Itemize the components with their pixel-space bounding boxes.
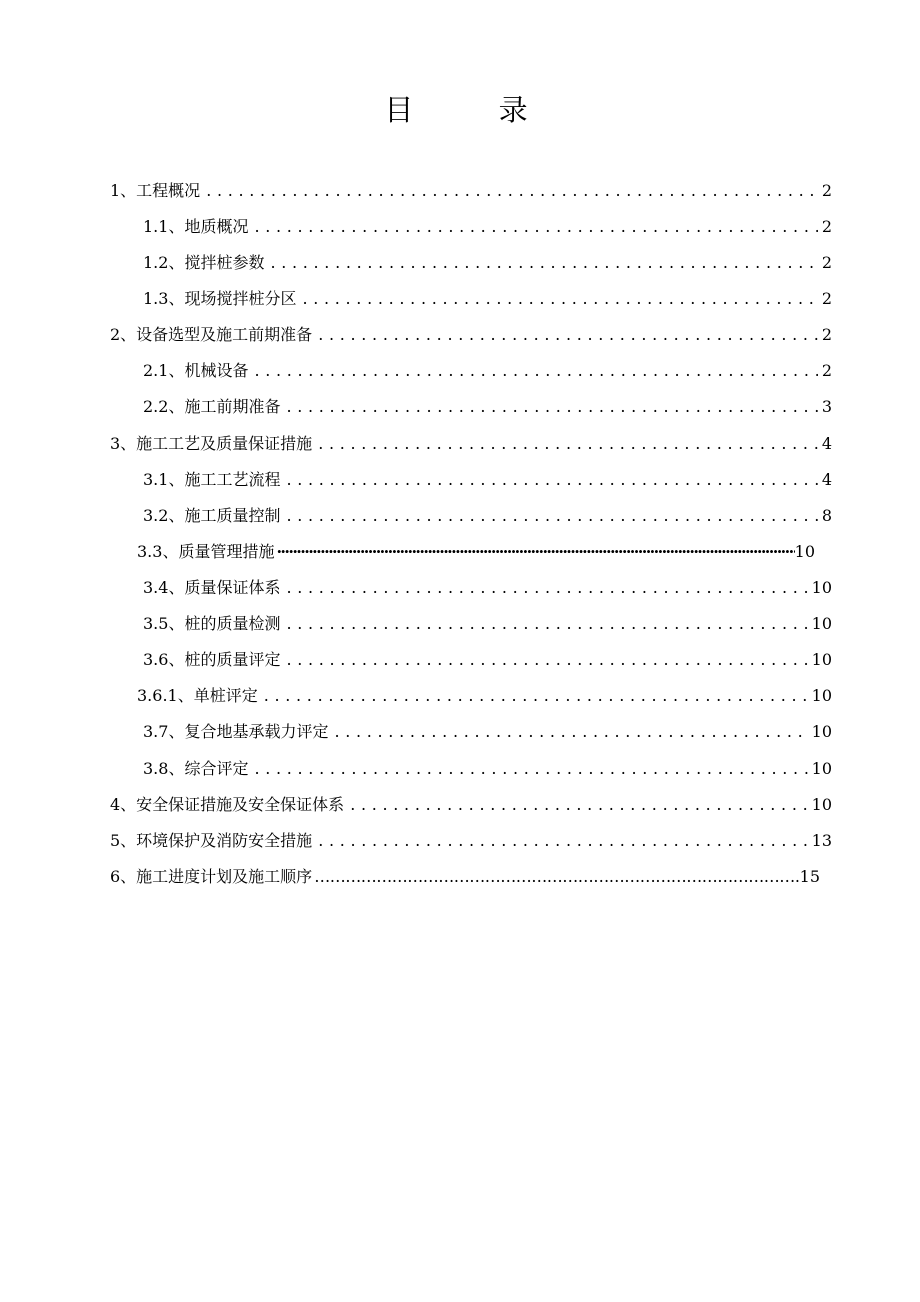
toc-leader (318, 323, 818, 347)
toc-entry-page: 2 (821, 217, 832, 236)
toc-entry-label: 3.8、综合评定 (143, 759, 249, 778)
toc-entry-page: 2 (821, 361, 832, 380)
toc-leader (270, 251, 817, 275)
toc-entry-page: 10 (811, 578, 832, 597)
toc-leader (286, 468, 817, 492)
toc-entry (110, 323, 832, 347)
toc-entry-label: 1.1、地质概况 (143, 217, 249, 236)
toc-leader (334, 720, 807, 744)
toc-leader (286, 612, 807, 636)
toc-entry (110, 179, 832, 203)
toc-leader (302, 287, 817, 311)
toc-entry-label: 3、施工工艺及质量保证措施 (110, 434, 313, 453)
toc-entry-label: 5、环境保护及消防安全措施 (110, 831, 313, 850)
toc-entry-label: 6、施工进度计划及施工顺序 (110, 867, 313, 886)
toc-entry (137, 540, 815, 564)
toc-leader (286, 395, 817, 419)
toc-entry-page: 8 (821, 506, 832, 525)
toc-leader (206, 179, 818, 203)
toc-entry-label: 3.3、质量管理措施 (137, 542, 275, 561)
toc-entry-page: 2 (821, 325, 832, 344)
toc-entry (110, 793, 832, 817)
toc-entry-label: 1.3、现场搅拌桩分区 (143, 289, 297, 308)
toc-entry-page: 10 (811, 722, 832, 741)
toc-entry (143, 612, 832, 636)
toc-entry-label: 3.6.1、单桩评定 (137, 686, 258, 705)
toc-entry (110, 829, 832, 853)
toc-entry (143, 468, 832, 492)
toc-entry (143, 287, 832, 311)
toc-entry (143, 251, 832, 275)
toc-entry-page: 10 (811, 650, 832, 669)
toc-entry-page: 2 (821, 181, 832, 200)
toc-entry-label: 1、工程概况 (110, 181, 201, 200)
toc-entry (143, 720, 832, 744)
toc-leader (254, 359, 817, 383)
toc-leader (264, 684, 808, 708)
toc-entry-page: 10 (794, 542, 815, 561)
toc-leader (350, 793, 807, 817)
toc-entry-label: 2、设备选型及施工前期准备 (110, 325, 313, 344)
toc-leader (286, 576, 807, 600)
toc-entry (143, 359, 832, 383)
toc-entry-label: 3.1、施工工艺流程 (143, 470, 281, 489)
toc-leader (286, 648, 807, 672)
toc-entry-page: 15 (799, 867, 820, 886)
toc-entry-page: 10 (811, 759, 832, 778)
toc-entry-label: 3.5、桩的质量检测 (143, 614, 281, 633)
toc-entry-label: 3.6、桩的质量评定 (143, 650, 281, 669)
toc-leader (276, 540, 794, 564)
toc-entry-page: 10 (811, 795, 832, 814)
toc-entry (143, 648, 832, 672)
toc-leader (318, 432, 818, 456)
toc-entry-label: 1.2、搅拌桩参数 (143, 253, 265, 272)
toc-entry-page: 3 (821, 397, 832, 416)
page-title: 目 录 (384, 93, 566, 127)
toc-entry (137, 684, 832, 708)
toc-entry-label: 3.7、复合地基承载力评定 (143, 722, 329, 741)
toc-entry-label: 2.1、机械设备 (143, 361, 249, 380)
toc-entry (143, 504, 832, 528)
toc-entry-label: 3.4、质量保证体系 (143, 578, 281, 597)
toc-entry-label: 4、安全保证措施及安全保证体系 (110, 795, 345, 814)
toc-entry (110, 865, 820, 889)
toc-entry (143, 576, 832, 600)
toc-entry-page: 2 (821, 289, 832, 308)
toc-entry-page: 10 (811, 614, 832, 633)
toc-entry-page: 13 (811, 831, 832, 850)
toc-entry-page: 4 (821, 470, 832, 489)
toc-leader (254, 215, 817, 239)
toc-leader (318, 829, 807, 853)
toc-entry (143, 757, 832, 781)
toc-entry-label: 3.2、施工质量控制 (143, 506, 281, 525)
toc-entry (110, 432, 832, 456)
toc-entry-label: 2.2、施工前期准备 (143, 397, 281, 416)
toc-entry (143, 395, 832, 419)
toc-entry-page: 2 (821, 253, 832, 272)
toc-entry-page: 10 (811, 686, 832, 705)
toc-leader (314, 865, 799, 889)
toc-leader (286, 504, 817, 528)
toc-entry-page: 4 (821, 434, 832, 453)
toc-entry (143, 215, 832, 239)
toc-leader (254, 757, 807, 781)
